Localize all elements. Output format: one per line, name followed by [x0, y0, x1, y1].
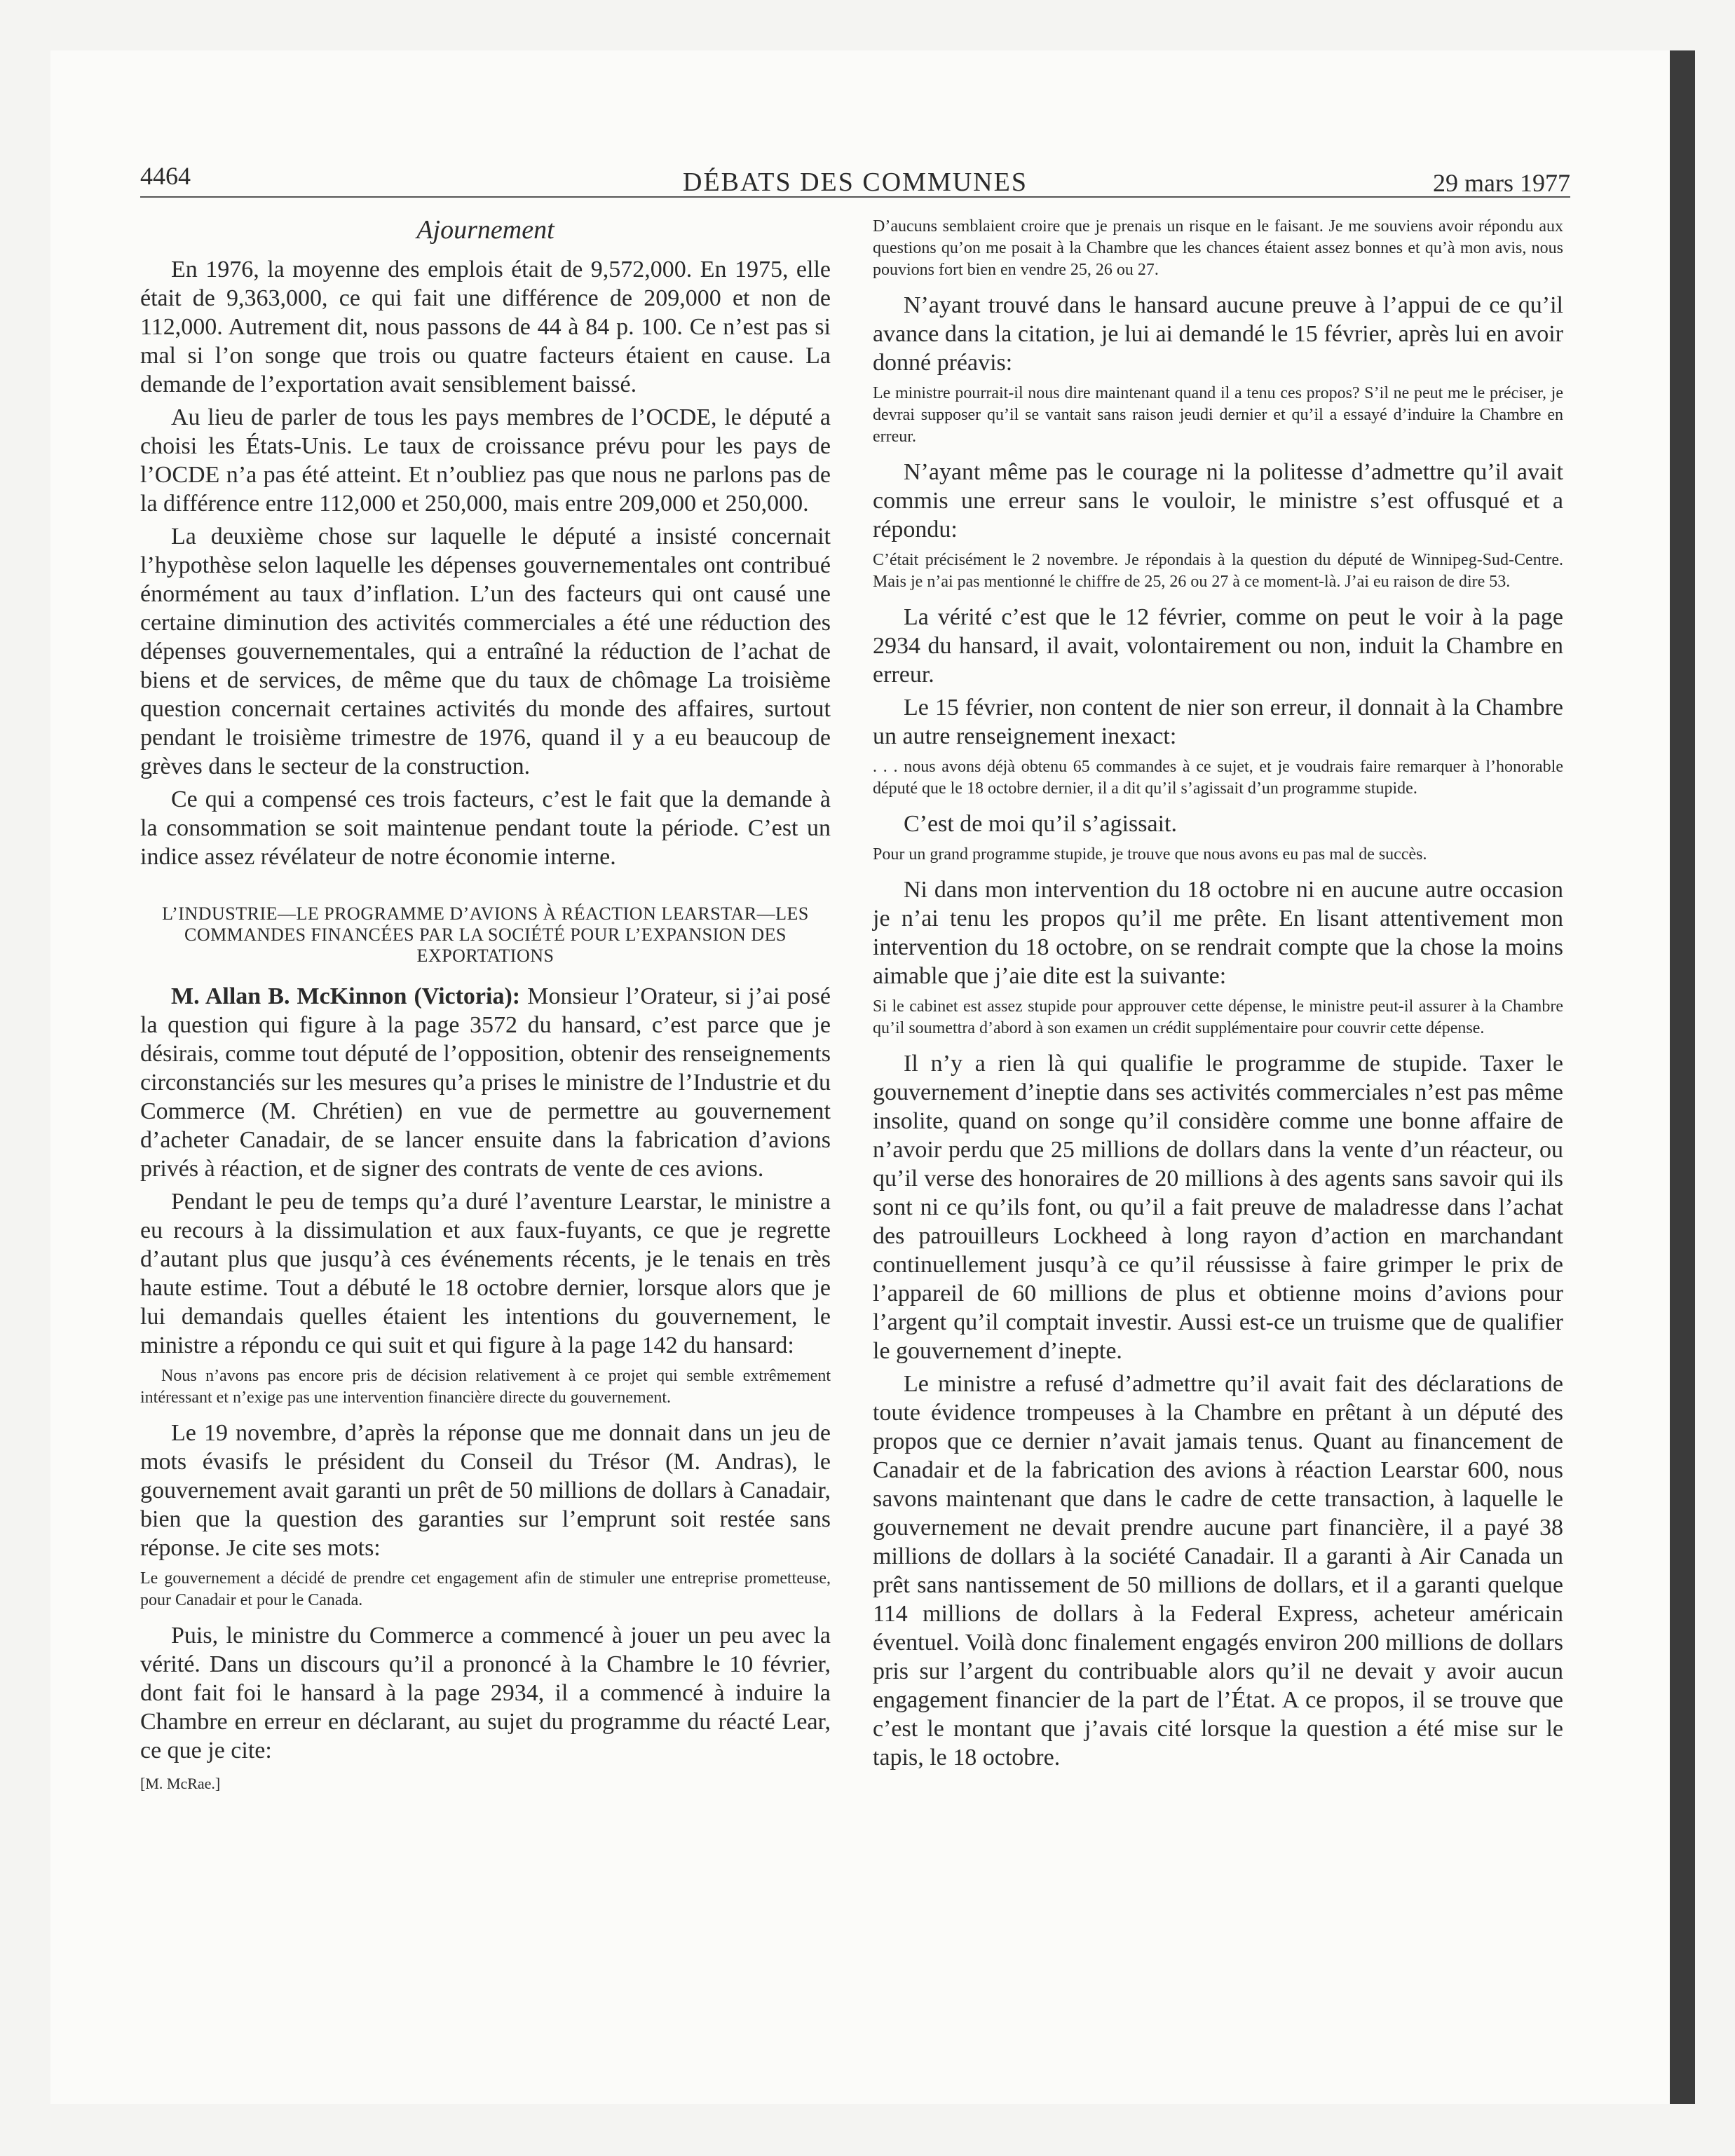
paragraph: Le ministre a refusé d’admettre qu’il avait fait des déclarations de toute évidence trompeuses à la Chambre en prêtant à un député des propos que ce dernier n’avait jamais tenus. Quant au financement de Canadair et de la fabrication des avions à réaction Learstar 600, nous savons maintenant que dans le cadre de cette transaction, à laquelle le gouvernement ne devait prendre aucune part financière, il a payé 38 millions de dollars à la société Canadair. Il a garanti à Air Canada un prêt sans nantissement de 50 millions de dollars, et il a garanti quelque 114 millions de dollars à la Federal Express, acheteur américain éventuel. Voilà donc finalement engagés environ 200 millions de dollars pris sur l’argent du contribuable alors qu’il ne devait y avoir aucun engagement financier de la part de l’État. A ce propos, il se trouve que c’est le montant que j’avais cité lorsque la question a été mise sur le tapis, le 18 octobre. [873, 1371, 1563, 1770]
quotation: Pour un grand programme stupide, je trouve que nous avons eu pas mal de succès. [873, 845, 1427, 864]
paragraph: En 1976, la moyenne des emplois était de 9,572,000. En 1975, elle était de 9,363,000, ce qui fait une différence de 209,000 et non de 112,000. Autrement dit, nous passons de 44 à 84 p. 100. Ce n’est pas si mal si l’on songe que trois ou quatre facteurs étaient en cause. La demande de l’exportation avait sensiblement baissé. [140, 257, 831, 397]
paragraph: La deuxième chose sur laquelle le député a insisté concernait l’hypothèse selon laquelle les dépenses gouvernementales ont contribué énormément au taux d’inflation. L’un des facteurs qui ont causé une certaine diminution des activités commerciales a été une réduction des dépenses gouvernementales, qui a entraîné la réduction de l’achat de biens et de services, de même que du taux de chômage La troisième question concernait certaines activités du monde des affaires, surtout pendant le troisième trimestre de 1976, quand il y a eu beaucoup de grèves dans le secteur de la construction. [140, 524, 831, 779]
paragraph: N’ayant trouvé dans le hansard aucune preuve à l’appui de ce qu’il avance dans la citation, je lui ai demandé le 15 février, après lui en avoir donné préavis: [873, 292, 1563, 376]
paragraph: C’est de moi qu’il s’agissait. [904, 811, 1178, 837]
section-title: Ajournement [416, 215, 554, 245]
right-column [873, 210, 1563, 1776]
paragraph: Pendant le peu de temps qu’a duré l’aventure Learstar, le ministre a eu recours à la dissimulation et aux faux-fuyants, ce que je regrette d’autant plus que jusqu’à ces événements récents, je le tenais en très haute estime. Tout a débuté le 18 octobre dernier, lorsque alors que je lui demandais quelles étaient les intentions du gouvernement, le ministre a répondu ce qui suit et qui figure à la page 142 du hansard: [140, 1189, 831, 1358]
speaker-name: M. Allan B. McKinnon (Victoria): [171, 983, 521, 1009]
speaker-signature: [M. McRae.] [140, 1775, 221, 1792]
paragraph: Il n’y a rien là qui qualifie le programme de stupide. Taxer le gouvernement d’ineptie dans ses activités commerciales n’est pas même insolite, quand on songe qu’il considère comme une bonne affaire de n’avoir perdu que 25 millions de dollars dans la vente d’un réacteur, ou qu’il verse des honoraires de 20 millions à des agents sans savoir qui ils sont ni ce qu’ils font, ou qu’il a fait preuve de maladresse dans l’achat des patrouilleurs Lockheed à long rayon d’action en marchandant continuellement jusqu’à ce qu’il réussisse à faire grimper le prix de l’appareil de 60 millions de plus et obtienne moins d’avions pour l’argent qu’il comptait investir. Aussi est-ce un truisme que de qualifier le gouvernement d’inepte. [873, 1051, 1563, 1364]
scan-edge [1670, 50, 1695, 2104]
quotation: Si le cabinet est assez stupide pour approuver cette dépense, le ministre peut-il assurer à la Chambre qu’il soumettra d’abord à son examen un crédit supplémentaire pour couvrir cette dépense. [873, 997, 1563, 1037]
paragraph: La vérité c’est que le 12 février, comme on peut le voir à la page 2934 du hansard, il avait, volontairement ou non, induit la Chambre en erreur. [873, 604, 1563, 688]
quotation: Le ministre pourrait-il nous dire maintenant quand il a tenu ces propos? S’il ne peut me le préciser, je devrai supposer qu’il se vantait sans raison jeudi dernier et qu’il a essayé d’induire la Chambre en erreur. [873, 384, 1563, 446]
paragraph: Le 19 novembre, d’après la réponse que me donnait dans un jeu de mots évasifs le président du Conseil du Trésor (M. Andras), le gouvernement avait garanti un prêt de 50 millions de dollars à Canadair, bien que la question des garanties sur l’emprunt soit restée sans réponse. Je cite ses mots: [140, 1420, 831, 1561]
paragraph: Puis, le ministre du Commerce a commencé à jouer un peu avec la vérité. Dans un discours qu’il a prononcé à la Chambre le 10 février, dont fait foi le hansard à la page 2934, il a commencé à induire la Chambre en erreur en déclarant, au sujet du programme du réacté Lear, ce que je cite: [140, 1623, 831, 1763]
paragraph: N’ayant même pas le courage ni la politesse d’admettre qu’il avait commis une erreur sans le vouloir, le ministre s’est offusqué et a répondu: [873, 459, 1563, 543]
speech-text: Monsieur l’Orateur, si j’ai posé la question qui figure à la page 3572 du hansard, c’est parce que je désirais, comme tout député de l’opposition, obtenir des renseignements circonstanciés sur les mesures qu’a prises le ministre de l’Industrie et du Commerce (M. Chrétien) en vue de permettre au gouvernement d’acheter Canadair, de se lancer ensuite dans la fabrication d’avions privés à réaction, et de signer des contrats de vente de ces avions. [140, 983, 831, 1182]
paragraph: Ni dans mon intervention du 18 octobre ni en aucune autre occasion je n’ai tenu les propos qu’il me prête. En lisant attentivement mon intervention du 18 octobre, on se rendrait compte que la chose la moins aimable que j’aie dite est la suivante: [873, 877, 1563, 989]
paragraph: Le 15 février, non content de nier son erreur, il donnait à la Chambre un autre renseignement inexact: [873, 695, 1563, 749]
quotation: . . . nous avons déjà obtenu 65 commandes à ce sujet, et je voudrais faire remarquer à l’honorable député que le 18 octobre dernier, il a dit qu’il s’agissait d’un programme stupide. [873, 758, 1563, 798]
page-number: 4464 [140, 162, 191, 190]
debate-heading: L’INDUSTRIE—LE PROGRAMME D’AVIONS À RÉACTION LEARSTAR—LES COMMANDES FINANCÉES PAR LA SOCIÉTÉ POUR L’EXPANSION DES EXPORTATIONS [162, 903, 809, 966]
quotation: C’était précisément le 2 novembre. Je répondais à la question du député de Winnipeg-Sud-Centre. Mais je n’ai pas mentionné le chiffre de 25, 26 ou 27 à ce moment-là. J’ai eu raison de dire 53. [873, 551, 1563, 591]
paragraph: Ce qui a compensé ces trois facteurs, c’est le fait que la demande à la consommation se soit maintenue pendant toute la période. C’est un indice assez révélateur de notre économie interne. [140, 786, 831, 870]
speech-paragraph [140, 982, 831, 1183]
quotation: Le gouvernement a décidé de prendre cet engagement afin de stimuler une entreprise prometteuse, pour Canadair et pour le Canada. [140, 1569, 831, 1609]
quotation: D’aucuns semblaient croire que je prenais un risque en le faisant. Je me souviens avoir répondu aux questions qu’on me posait à la Chambre que les chances étaient assez bonnes et qu’à mon avis, nous pouvions fort bien en vendre 25, 26 ou 27. [873, 217, 1563, 279]
quotation: Nous n’avons pas encore pris de décision relativement à ce projet qui semble extrêmement intéressant et n’exige pas une intervention financière directe du gouvernement. [140, 1367, 831, 1407]
page-date: 29 mars 1977 [1433, 169, 1570, 197]
left-column [140, 210, 831, 1793]
page-header [140, 161, 1570, 198]
publication-title: DÉBATS DES COMMUNES [683, 168, 1028, 197]
paragraph: Au lieu de parler de tous les pays membres de l’OCDE, le député a choisi les États-Unis. Le taux de croissance prévu pour les pays de l’OCDE n’a pas été atteint. Et n’oubliez pas que nous ne parlons pas de la différence entre 112,000 et 250,000, mais entre 209,000 et 250,000. [140, 404, 831, 517]
